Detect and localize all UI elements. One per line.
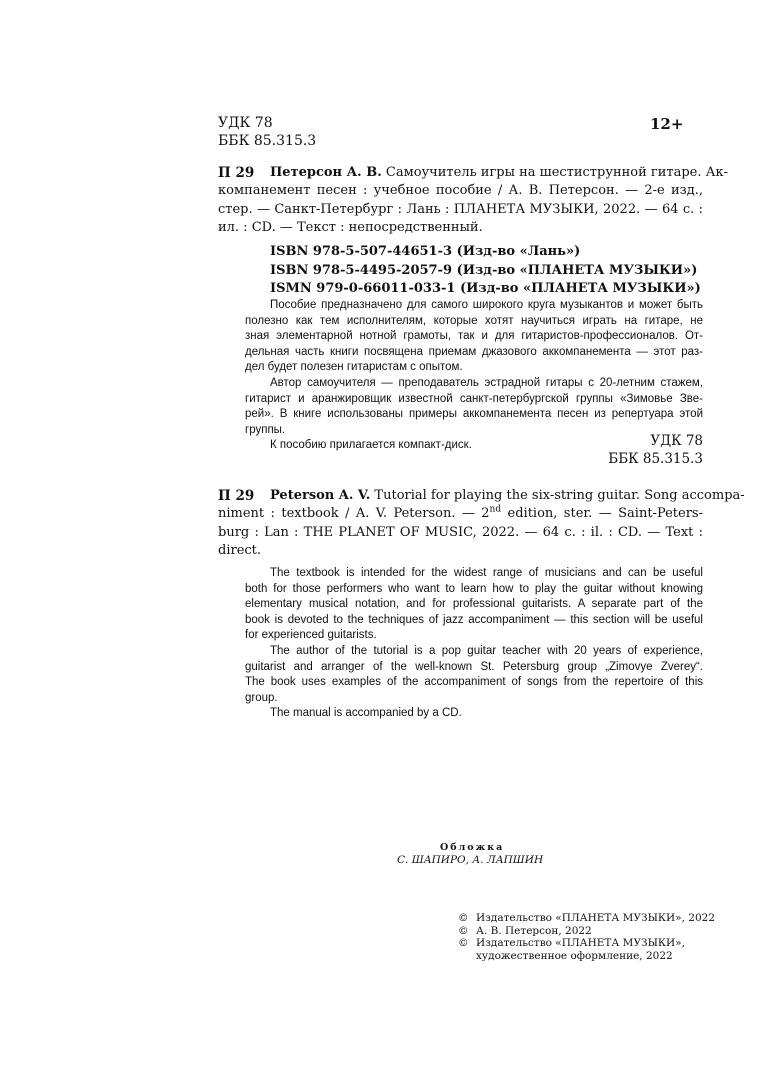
copyright-text: художественное оформление, 2022 [476, 949, 673, 962]
en-annotation-line: The manual is accompanied by a CD. [270, 707, 462, 720]
en-annotation-line: The author of the tutorial is a pop guitar teacher with 20 years of experience, [270, 644, 703, 657]
en-entry-description [270, 487, 745, 506]
copyright-line [458, 950, 715, 963]
cover-credit-names: С. ШАПИРО, А. ЛАПШИН [397, 854, 544, 866]
ru-annotation-line: Автор самоучителя — преподаватель эстрадной гитары с 20-летним стажем, [270, 376, 703, 389]
ru-annotation-line: дельная часть книги посвящена приемам джазового аккомпанемента — этот раз- [245, 345, 703, 358]
en-annotation-line: both for those performers who want to learn how to play the guitar without knowing [245, 582, 703, 595]
ru-annotation-line: полезно как тем исполнителям, которые хотят научиться играть на гитаре, не [245, 314, 703, 327]
ru-annotation-line: группы. [245, 423, 286, 436]
en-author: Peterson A. V. [270, 488, 371, 503]
copyright-line [458, 925, 715, 938]
copyright-text: Издательство «ПЛАНЕТА МУЗЫКИ», 2022 [476, 912, 716, 924]
ru-bbk: ББК 85.315.3 [608, 451, 703, 467]
en-annotation [245, 566, 703, 722]
en-line2-part-a: niment : textbook / A. V. Peterson. — 2 [218, 506, 490, 521]
en-annotation-line: The book uses examples of the accompaniment of songs from the repertoire of this [245, 676, 703, 689]
ru-annotation-line: дел будет полезен гитаристам с опытом. [245, 361, 463, 374]
en-entry-line2 [218, 505, 703, 524]
en-entry-line1 [270, 487, 745, 506]
en-annotation-line: The textbook is intended for the widest range of musicians and can be useful [270, 567, 703, 579]
copyright-symbol: © [458, 937, 469, 949]
ru-annotation-line: гитарист и аранжировщик известной санкт-петербургской группы «Зимовье Зве- [245, 392, 703, 405]
en-line2-superscript: nd [489, 504, 502, 515]
ru-entry-line3: стер. — Санкт-Петербург : Лань : ПЛАНЕТА МУЗЫКИ, 2022. — 64 с. : [218, 201, 703, 217]
ru-entry-description [270, 164, 728, 183]
isbn-block [270, 243, 701, 299]
ru-udk: УДК 78 [650, 433, 703, 449]
ru-entry-line4: ил. : CD. — Текст : непосредственный. [218, 220, 483, 235]
copyright-symbol: © [458, 912, 469, 924]
ru-entry-line2: компанемент песен : учебное пособие / А. В. Петерсон. — 2-е изд., [218, 183, 703, 198]
ru-entry-line1 [270, 164, 728, 183]
en-line2-part-b: edition, ster. — Saint-Peters- [507, 506, 703, 521]
en-annotation-line: elementary musical notation, and for professional guitarists. A separate part of the [245, 598, 703, 611]
en-annotation-line: book is devoted to the techniques of jazz accompaniment — this section will be useful [245, 613, 703, 626]
isbn-planet: ISBN 978-5-4495-2057-9 (Изд-во «ПЛАНЕТА МУЗЫКИ») [270, 262, 698, 278]
en-annotation-line: for experienced guitarists. [245, 629, 377, 642]
age-rating: 12+ [650, 115, 684, 133]
ismn-planet: ISMN 979-0-66011-033-1 (Изд-во «ПЛАНЕТА МУЗЫКИ») [270, 281, 701, 296]
en-title: Tutorial for playing the six-string guitar. Song accompa- [374, 488, 745, 503]
copyright-line [458, 937, 715, 950]
copyright-text: А. В. Петерсон, 2022 [476, 924, 592, 937]
ru-annotation [245, 298, 703, 454]
ru-entry-continued [218, 182, 703, 238]
en-entry-line3: burg : Lan : THE PLANET OF MUSIC, 2022. — 64 c. : il. : CD. — Text : [218, 524, 703, 540]
ru-classification [560, 432, 703, 468]
ru-title: Самоучитель игры на шестиструнной гитаре. Ак- [385, 165, 728, 180]
cover-credit-label: Обложка [440, 842, 505, 853]
en-entry-continued [218, 505, 703, 561]
header-bbk: ББК 85.315.3 [218, 133, 317, 149]
ru-annotation-line: зная элементарной нотной грамоты, так и для гитаристов-профессионалов. От- [245, 330, 703, 343]
isbn-lan: ISBN 978-5-507-44651-3 (Изд-во «Лань») [270, 244, 581, 259]
copyright-symbol: © [458, 924, 469, 937]
ru-annotation-line: рей». В книге использованы примеры аккомпанемента песен из репертуара этой [245, 408, 703, 421]
header-udk: УДК 78 [218, 115, 273, 131]
ru-author: Петерсон А. В. [270, 165, 382, 180]
ru-entry-code: П 29 [218, 165, 255, 181]
copyright-block [458, 912, 715, 962]
ru-annotation-line: Пособие предназначено для самого широкого круга музыкантов и может быть [270, 299, 703, 311]
en-entry-code: П 29 [218, 488, 255, 504]
ru-annotation-line: К пособию прилагается компакт-диск. [270, 439, 472, 452]
en-annotation-line: guitarist and arranger of the well-known St. Petersburg group „Zimovye Zverey“. [245, 660, 703, 673]
en-annotation-line: group. [245, 691, 278, 704]
copyright-text: Издательство «ПЛАНЕТА МУЗЫКИ», [476, 937, 685, 949]
copyright-line [458, 912, 715, 925]
en-entry-line4: direct. [218, 543, 262, 558]
